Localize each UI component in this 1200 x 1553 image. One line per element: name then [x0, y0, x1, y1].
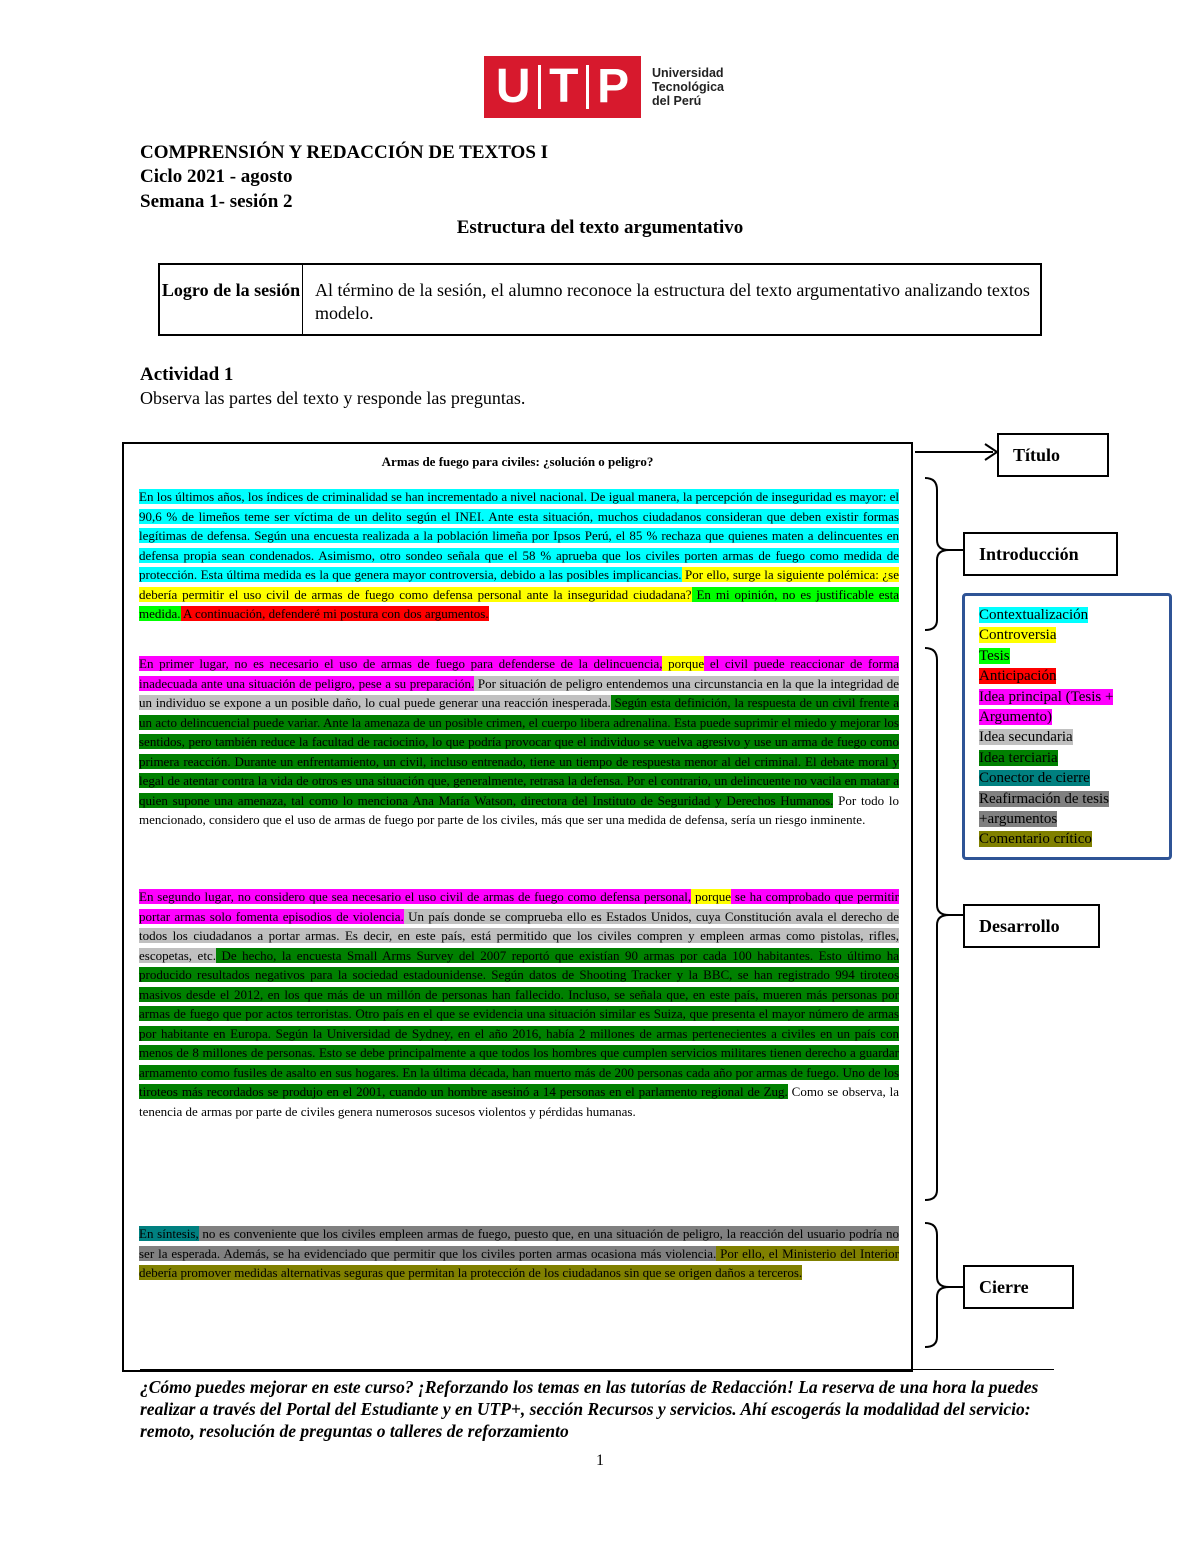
legend-item: Idea secundaria — [979, 729, 1073, 745]
logo-letter-u: U — [495, 60, 531, 113]
development-bracket — [925, 648, 949, 1200]
utp-logo — [484, 56, 641, 118]
legend-item: +argumentos — [979, 811, 1058, 827]
main-idea-text: se ha comprobado que permitir portar armas solo fomenta episodios de violencia. — [139, 889, 899, 924]
critical-comment-text: Por ello, el Ministerio del Interior debería promover medidas alternativas seguras que permitan la protección de los ciudadanos sin que se origen daños a terceros. — [139, 1245, 899, 1280]
development-paragraph-1 — [139, 654, 899, 830]
reaffirmation-text: no es conveniente que los civiles empleen armas de fuego, puesto que, en una situación de peligro, la reacción del usuario podría no ser la esperada. Además, se ha evidenciado que permitir que los civiles porten armas ocasiona más violencia. — [139, 1226, 899, 1261]
connector-porque: porque — [662, 656, 705, 671]
development-paragraph-2 — [139, 887, 899, 1121]
footer-note: ¿Cómo puedes mejorar en este curso? ¡Reforzando los temas en las tutorías de Redacción! La reserva de una hora la puedes realizar a través del Portal del Estudiante y en UTP+, sección Recursos y servicios. Ahí escogerás la modalidad del servicio: remoto, resolución de preguntas o talleres de reforzamiento — [140, 1377, 1039, 1441]
legend-item: Controversia — [979, 627, 1057, 643]
logo-text — [652, 66, 724, 108]
main-idea-text: En primer lugar, no es necesario el uso de armas de fuego para defenderse de la delincuencia, — [139, 656, 663, 671]
logo-text-line: Universidad — [652, 66, 724, 80]
legend-item: Anticipación — [979, 668, 1057, 684]
paragraph-closing-text: Como se observa, la tenencia de armas por parte de civiles genera numerosos sucesos violentos y pérdidas humanas. — [139, 1084, 900, 1119]
label-introduction: Introducción — [963, 532, 1118, 576]
goal-text: Al término de la sesión, el alumno reconoce la estructura del texto argumentativo analizando textos modelo. — [315, 280, 1030, 323]
logo-separator — [538, 65, 541, 109]
logo-text-line: Tecnológica — [652, 80, 725, 94]
logo-letter-t: T — [549, 60, 579, 113]
controversy-text: Por ello, surge la siguiente polémica: ¿se debería permitir el uso civil de armas de fuego como defensa personal ante la inseguridad ciudadana? — [139, 567, 899, 602]
legend-item: Idea principal (Tesis + — [979, 689, 1114, 705]
legend-item: Tesis — [979, 648, 1010, 664]
anticipation-text: A continuación, defenderé mi postura con dos argumentos. — [180, 606, 489, 621]
main-idea-text: En segundo lugar, no considero que sea necesario el uso civil de armas de fuego como defensa personal, — [139, 889, 692, 904]
course-title: COMPRENSIÓN Y REDACCIÓN DE TEXTOS I — [140, 142, 549, 163]
secondary-idea-text: Por situación de peligro entendemos una circunstancia en la que la integridad de un individuo se expone a un posible daño, lo cual puede generar una reacción inesperada. — [139, 675, 899, 710]
essay-box — [122, 442, 913, 1372]
essay-title: Armas de fuego para civiles: ¿solución o peligro? — [381, 454, 654, 469]
secondary-idea-text: Un país donde se comprueba ello es Estados Unidos, cuya Constitución avala el derecho de todos los ciudadanos a portar armas. Es decir, en este país, está permitido que los civiles compren y empleen armas como pistolas, rifles, escopetas, etc. — [139, 908, 900, 963]
contextualization-text: En los últimos años, los índices de criminalidad se han incrementado a nivel nacional. De igual manera, la percepción de inseguridad es mayor: el 90,6 % de limeños teme ser víctima de un delito según el INEI. Ante esta situación, muchos ciudadanos consideran que deben existir formas legítimas de defensa. Según una encuesta realizada a la población limeña por Ipsos Perú, el 85 % rechaza que quienes maten a delincuentes en defensa propia sean condenados. Asimismo, otro sondeo señala que el 58 % aprueba que los civiles porten armas de fuego como medida de protección. Esta última medida es la que genera mayor controversia, debido a las posibles implicancias. — [139, 489, 899, 582]
page-title: Estructura del texto argumentativo — [456, 217, 744, 238]
closing-bracket — [925, 1223, 949, 1347]
closing-paragraph — [139, 1224, 899, 1283]
legend-item: Reafirmación de tesis — [979, 791, 1109, 807]
logo-separator — [586, 65, 589, 109]
legend-item: Contextualización — [979, 607, 1089, 623]
legend-item: Idea terciaria — [979, 750, 1058, 766]
cycle-label: Ciclo 2021 - agosto — [140, 166, 293, 187]
activity-title: Actividad 1 — [140, 364, 234, 385]
footer-divider — [140, 1369, 1054, 1370]
label-title: Título — [997, 433, 1109, 477]
activity-instruction: Observa las partes del texto y responde las preguntas. — [140, 388, 526, 408]
legend-item: Argumento) — [979, 709, 1053, 725]
tertiary-idea-text: Según esta definición, la respuesta de un civil frente a un acto delincuencial puede variar. Ante la amenaza de un posible crimen, el cuerpo libera adrenalina. Esta puede suprimir el miedo y mejorar los sentidos, pero también reduce la facultad de raciocinio, lo que podría provocar que el individuo se vuelva agresivo y use un arma de fuego como primera reacción. Durante un enfrentamiento, un civil, incluso entrenado, tiene un tiempo de respuesta menor al del criminal. El debate moral y legal de atentar contra la vida de otros es una situación que, generalmente, retrasa la defensa. Por el contrario, un delincuente no vacila en matar a quien supone una amenaza, tal como lo menciona Ana María Watson, directora del Instituto de Seguridad y Derechos Humanos. — [139, 695, 899, 808]
goal-label: Logro de la sesión — [160, 265, 303, 334]
color-legend — [962, 593, 1172, 860]
goal-table — [158, 263, 1042, 336]
label-development: Desarrollo — [963, 904, 1100, 948]
intro-bracket — [925, 478, 949, 630]
week-label: Semana 1- sesión 2 — [140, 191, 293, 212]
page-number: 1 — [596, 1452, 604, 1469]
closing-connector-text: En síntesis, — [139, 1226, 199, 1241]
label-closing: Cierre — [963, 1265, 1074, 1309]
legend-item: Comentario crítico — [979, 831, 1092, 847]
main-idea-text: el civil puede reaccionar de forma inadecuada ante una situación de peligro, pese a su preparación. — [139, 656, 899, 691]
thesis-text: En mi opinión, no es justificable esta medida. — [139, 586, 900, 621]
legend-item: Conector de cierre — [979, 770, 1090, 786]
connector-porque: porque — [691, 889, 732, 904]
paragraph-closing-text: Por todo lo mencionado, considero que el uso de armas de fuego por parte de los civiles, más que ser una medida de defensa, sería un riesgo inminente. — [139, 792, 899, 827]
logo-text-line: del Perú — [652, 94, 702, 108]
logo-letter-p: P — [597, 60, 630, 113]
tertiary-idea-text: De hecho, la encuesta Small Arms Survey del 2007 reportó que existían 90 armas por cada 100 habitantes. Esto último ha producido resultados negativos para la sociedad estadounidense. Según datos de Shooting Tracker y la BBC, se han registrado 994 tiroteos masivos desde el 2012, en los que más de un millón de personas han fallecido. Incluso, se señala que, en este país, mueren más personas por armas de fuego que por actos terroristas. Otro país en el que se evidencia una situación similar es Suiza, que presenta el mayor número de armas por habitante en Europa. Según la Universidad de Sydney, en el año 2016, había 2 millones de armas pertenecientes a civiles en un país con menos de 8 millones de personas. Esto se debe principalmente a que todos los hombres que cumplen servicios militares tienen derecho a guardar armamento como fusiles de asalto en sus hogares. En la última década, han muerto más de 200 personas cada año por armas de fuego. Uno de los tiroteos más recordados se produjo en el 2001, cuando un hombre asesinó a 14 personas en el parlamento regional de Zug. — [139, 947, 899, 1099]
intro-paragraph — [139, 487, 899, 624]
